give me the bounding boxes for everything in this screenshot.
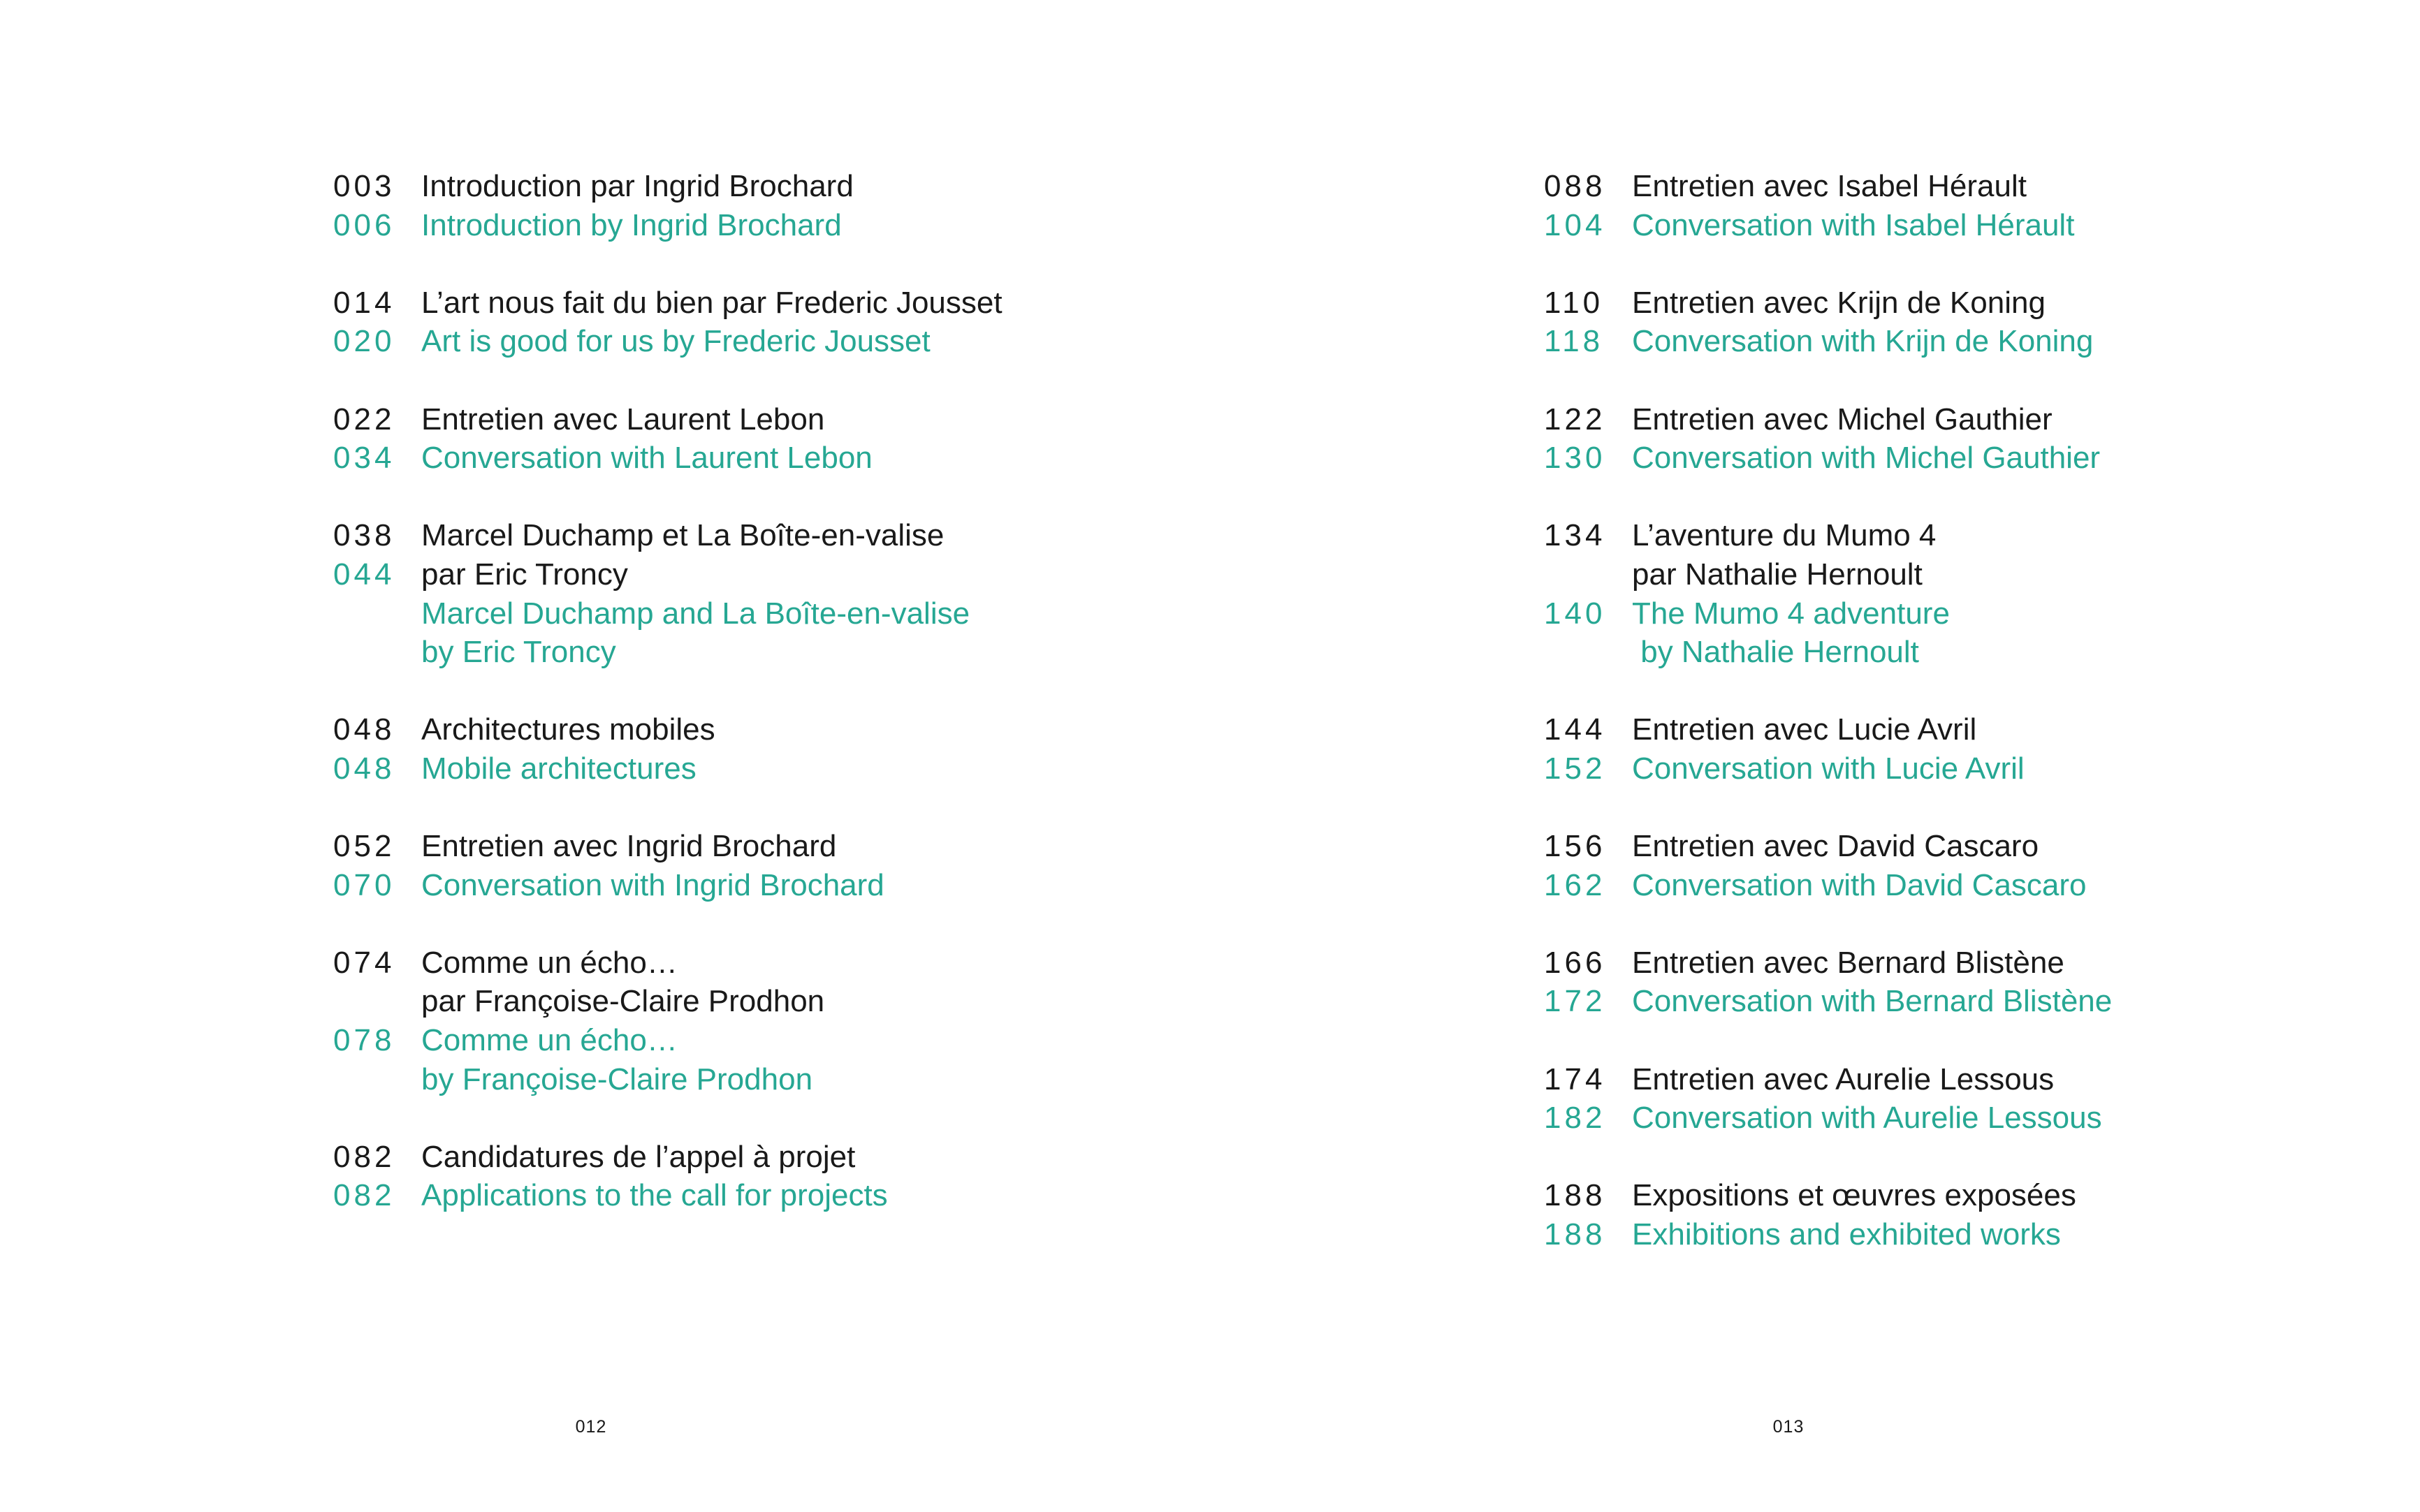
toc-row bbox=[1544, 982, 2112, 1021]
toc-entry-title: Candidatures de l’appel à projet bbox=[421, 1139, 856, 1174]
toc-row bbox=[333, 206, 1003, 245]
toc-row bbox=[333, 1138, 1003, 1177]
toc-entry-title: Marcel Duchamp et La Boîte-en-valise bbox=[421, 518, 945, 553]
toc-entry-page-number: 014 bbox=[333, 285, 395, 320]
toc-row bbox=[333, 982, 1003, 1021]
toc-group bbox=[1544, 944, 2112, 1021]
toc-row bbox=[1544, 866, 2112, 905]
toc-entry-title: Entretien avec Isabel Hérault bbox=[1632, 169, 2027, 203]
toc-entry-page-number: 052 bbox=[333, 829, 395, 864]
toc-entry-title: Conversation with Bernard Blistène bbox=[1632, 984, 2113, 1019]
toc-row bbox=[1544, 322, 2112, 361]
toc-group bbox=[333, 284, 1003, 361]
toc-entry-title: Conversation with Laurent Lebon bbox=[421, 441, 873, 476]
toc-entry-title: Applications to the call for projects bbox=[421, 1178, 888, 1213]
toc-row bbox=[333, 1176, 1003, 1215]
toc-group bbox=[333, 516, 1003, 671]
toc-entry-title: Architectures mobiles bbox=[421, 712, 715, 747]
toc-entry-title: Entretien avec Michel Gauthier bbox=[1632, 402, 2053, 436]
toc-row bbox=[1544, 944, 2112, 983]
toc-row bbox=[1544, 400, 2112, 439]
toc-entry-title: Conversation with Lucie Avril bbox=[1632, 751, 2025, 786]
toc-group bbox=[333, 1138, 1003, 1215]
toc-row bbox=[333, 944, 1003, 983]
toc-group bbox=[1544, 284, 2112, 361]
toc-entry-page-number: 144 bbox=[1544, 712, 1606, 747]
toc-entry-page-number: 140 bbox=[1544, 596, 1606, 631]
toc-entry-title: Conversation with Ingrid Brochard bbox=[421, 867, 884, 902]
toc-group bbox=[333, 400, 1003, 478]
toc-row bbox=[1544, 1215, 2112, 1254]
toc-entry-title: Marcel Duchamp and La Boîte-en-valise bbox=[421, 596, 970, 631]
toc-row bbox=[1544, 206, 2112, 245]
toc-entry-title: Mobile architectures bbox=[421, 751, 697, 786]
toc-entry-page-number: 003 bbox=[333, 169, 395, 203]
toc-left-column bbox=[333, 167, 1003, 1254]
toc-row bbox=[1544, 284, 2112, 323]
toc-row bbox=[333, 633, 1003, 672]
toc-row bbox=[333, 400, 1003, 439]
toc-row bbox=[1544, 1060, 2112, 1099]
toc-entry-title: par Nathalie Hernoult bbox=[1632, 557, 1923, 592]
toc-group bbox=[333, 827, 1003, 904]
toc-row bbox=[1544, 516, 2112, 555]
toc-entry-page-number: 048 bbox=[333, 712, 395, 747]
toc-entry-title: Comme un écho… bbox=[421, 945, 678, 980]
toc-entry-page-number: 118 bbox=[1544, 324, 1604, 359]
toc-entry-title: par Eric Troncy bbox=[421, 557, 628, 592]
toc-entry-title: Entretien avec David Cascaro bbox=[1632, 829, 2039, 864]
toc-entry-page-number: 152 bbox=[1544, 751, 1606, 786]
folio-left-page-number: 012 bbox=[575, 1417, 607, 1437]
page-right bbox=[1210, 0, 2420, 1512]
toc-entry-page-number: 020 bbox=[333, 324, 395, 359]
toc-entry-title: Entretien avec Lucie Avril bbox=[1632, 712, 1977, 747]
toc-group bbox=[1544, 400, 2112, 478]
toc-row bbox=[1544, 167, 2112, 206]
toc-entry-page-number: 044 bbox=[333, 557, 395, 592]
toc-entry-title: Entretien avec Bernard Blistène bbox=[1632, 945, 2064, 980]
toc-entry-title: by Françoise-Claire Prodhon bbox=[421, 1062, 813, 1096]
toc-entry-page-number: 074 bbox=[333, 945, 395, 980]
toc-entry-title: par Françoise-Claire Prodhon bbox=[421, 984, 825, 1019]
toc-row bbox=[333, 555, 1003, 594]
toc-row bbox=[1544, 827, 2112, 866]
toc-entry-title: Entretien avec Laurent Lebon bbox=[421, 402, 825, 436]
folio-right-page-number: 013 bbox=[1772, 1417, 1805, 1437]
toc-entry-title: Entretien avec Ingrid Brochard bbox=[421, 829, 837, 864]
toc-row bbox=[333, 322, 1003, 361]
toc-row bbox=[333, 1060, 1003, 1099]
toc-row bbox=[333, 1021, 1003, 1060]
toc-entry-page-number: 188 bbox=[1544, 1217, 1606, 1252]
toc-row bbox=[333, 866, 1003, 905]
toc-entry-page-number: 082 bbox=[333, 1139, 395, 1174]
toc-group bbox=[1544, 827, 2112, 904]
toc-entry-title: Expositions et œuvres exposées bbox=[1632, 1178, 2076, 1213]
toc-row bbox=[333, 827, 1003, 866]
toc-entry-title: Conversation with Isabel Hérault bbox=[1632, 207, 2075, 242]
toc-row bbox=[333, 439, 1003, 478]
toc-entry-page-number: 006 bbox=[333, 207, 395, 242]
toc-entry-title: L’aventure du Mumo 4 bbox=[1632, 518, 1937, 553]
toc-row bbox=[333, 594, 1003, 633]
toc-entry-title: Comme un écho… bbox=[421, 1023, 678, 1058]
toc-entry-page-number: 188 bbox=[1544, 1178, 1606, 1213]
toc-right-column bbox=[1544, 167, 2112, 1293]
toc-entry-title: Introduction par Ingrid Brochard bbox=[421, 169, 854, 203]
toc-entry-title: Entretien avec Krijn de Koning bbox=[1632, 285, 2046, 320]
toc-row bbox=[333, 167, 1003, 206]
toc-entry-page-number: 104 bbox=[1544, 207, 1606, 242]
toc-entry-page-number: 110 bbox=[1544, 285, 1604, 320]
toc-row bbox=[1544, 439, 2112, 478]
toc-entry-page-number: 162 bbox=[1544, 867, 1606, 902]
toc-group bbox=[333, 944, 1003, 1099]
toc-entry-page-number: 022 bbox=[333, 402, 395, 436]
toc-group bbox=[1544, 516, 2112, 671]
toc-group bbox=[333, 710, 1003, 788]
toc-entry-page-number: 088 bbox=[1544, 169, 1606, 203]
toc-row bbox=[1544, 594, 2112, 633]
toc-entry-page-number: 182 bbox=[1544, 1101, 1606, 1136]
toc-entry-page-number: 122 bbox=[1544, 402, 1606, 436]
toc-entry-page-number: 082 bbox=[333, 1178, 395, 1213]
toc-row bbox=[333, 710, 1003, 749]
toc-group bbox=[333, 167, 1003, 244]
toc-row bbox=[1544, 633, 2112, 672]
toc-entry-title: Conversation with Krijn de Koning bbox=[1632, 324, 2094, 359]
toc-row bbox=[333, 284, 1003, 323]
toc-row bbox=[1544, 1176, 2112, 1215]
toc-entry-page-number: 174 bbox=[1544, 1062, 1606, 1096]
toc-entry-title: Conversation with David Cascaro bbox=[1632, 867, 2087, 902]
toc-entry-title: The Mumo 4 adventure bbox=[1632, 596, 1950, 631]
toc-entry-title: Conversation with Aurelie Lessous bbox=[1632, 1101, 2102, 1136]
toc-group bbox=[1544, 167, 2112, 244]
toc-entry-page-number: 130 bbox=[1544, 441, 1606, 476]
toc-entry-title: Exhibitions and exhibited works bbox=[1632, 1217, 2061, 1252]
toc-entry-page-number: 166 bbox=[1544, 945, 1606, 980]
toc-entry-page-number: 038 bbox=[333, 518, 395, 553]
toc-entry-page-number: 078 bbox=[333, 1023, 395, 1058]
toc-group bbox=[1544, 1060, 2112, 1138]
toc-entry-title: Entretien avec Aurelie Lessous bbox=[1632, 1062, 2055, 1096]
toc-group bbox=[1544, 710, 2112, 788]
toc-entry-page-number: 070 bbox=[333, 867, 395, 902]
toc-row bbox=[333, 749, 1003, 788]
toc-entry-title: Art is good for us by Frederic Jousset bbox=[421, 324, 931, 359]
toc-entry-page-number: 172 bbox=[1544, 984, 1606, 1019]
toc-entry-title: Introduction by Ingrid Brochard bbox=[421, 207, 842, 242]
toc-row bbox=[1544, 1099, 2112, 1138]
toc-group bbox=[1544, 1176, 2112, 1254]
toc-entry-page-number: 134 bbox=[1544, 518, 1606, 553]
toc-row bbox=[1544, 749, 2112, 788]
toc-entry-title: Conversation with Michel Gauthier bbox=[1632, 441, 2101, 476]
toc-entry-title: by Eric Troncy bbox=[421, 635, 616, 670]
toc-row bbox=[1544, 710, 2112, 749]
toc-entry-title: L’art nous fait du bien par Frederic Jousset bbox=[421, 285, 1003, 320]
toc-entry-page-number: 156 bbox=[1544, 829, 1606, 864]
toc-entry-title: by Nathalie Hernoult bbox=[1632, 635, 1919, 670]
toc-entry-page-number: 048 bbox=[333, 751, 395, 786]
toc-row bbox=[1544, 555, 2112, 594]
toc-row bbox=[333, 516, 1003, 555]
toc-entry-page-number: 034 bbox=[333, 441, 395, 476]
